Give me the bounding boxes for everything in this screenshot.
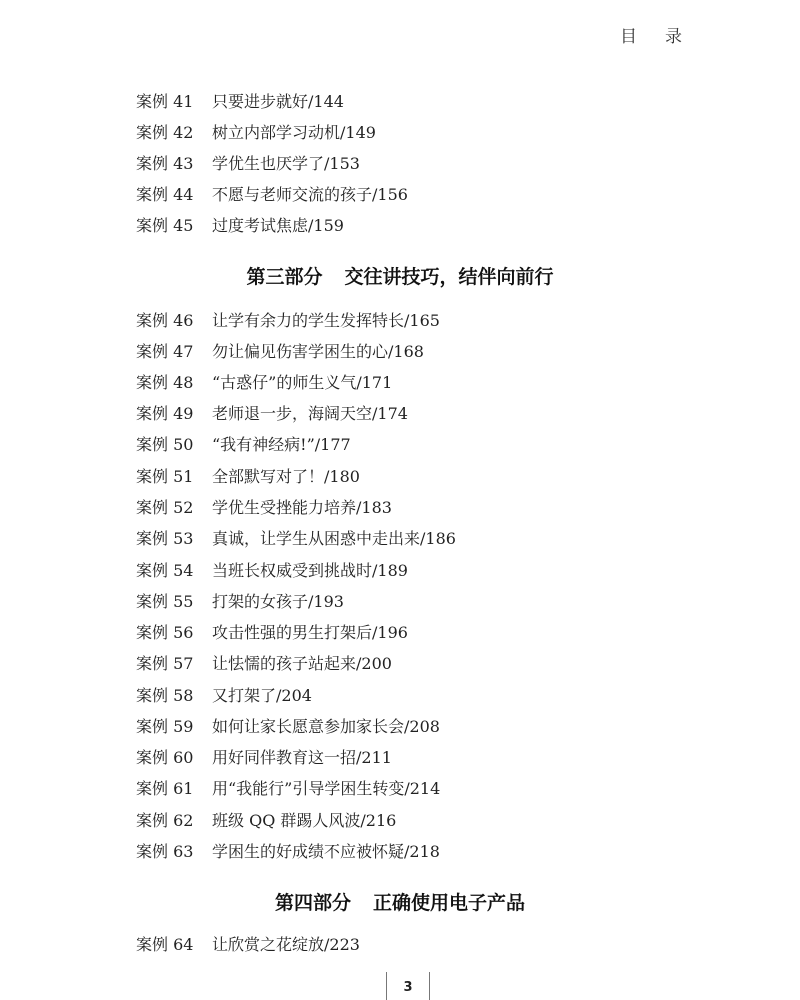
case-number: 案例 41: [136, 92, 194, 111]
case-number: 案例 57: [136, 654, 194, 673]
page-number: 3: [403, 980, 413, 995]
toc-entry[interactable]: [136, 185, 408, 205]
case-title: 又打架了/204: [212, 686, 312, 705]
case-number: 案例 49: [136, 404, 194, 423]
case-title: 攻击性强的男生打架后/196: [212, 623, 408, 642]
case-number: 案例 56: [136, 623, 194, 642]
case-title: 过度考试焦虑/159: [212, 216, 344, 235]
toc-entry[interactable]: [136, 654, 392, 674]
running-head-left: 目: [620, 27, 637, 47]
toc-entry[interactable]: [136, 717, 440, 737]
case-title: 学优生也厌学了/153: [212, 154, 360, 173]
case-number: 案例 59: [136, 717, 194, 736]
toc-entry[interactable]: [136, 842, 440, 862]
case-number: 案例 62: [136, 811, 194, 830]
part3-title: 交往讲技巧，结伴向前行: [344, 266, 554, 288]
case-number: 案例 64: [136, 935, 194, 954]
case-title: 学优生受挫能力培养/183: [212, 498, 392, 517]
toc-entry[interactable]: [136, 811, 396, 831]
toc-entry[interactable]: [136, 154, 360, 174]
case-number: 案例 53: [136, 529, 194, 548]
case-number: 案例 50: [136, 435, 194, 454]
part3-label: 第三部分: [246, 266, 323, 288]
case-title: 学困生的好成绩不应被怀疑/218: [212, 842, 440, 861]
case-title: 用“我能行”引导学困生转变/214: [212, 779, 441, 798]
toc-entry[interactable]: [136, 779, 440, 799]
toc-entry[interactable]: [136, 92, 344, 112]
case-title: 老师退一步，海阔天空/174: [212, 404, 408, 423]
part3-heading: [0, 262, 800, 289]
toc-entry[interactable]: [136, 498, 392, 518]
case-title: 树立内部学习动机/149: [212, 123, 376, 142]
case-number: 案例 63: [136, 842, 194, 861]
case-title: 打架的女孩子/193: [212, 592, 344, 611]
toc-entry[interactable]: [136, 123, 376, 143]
case-title: “古惑仔”的师生义气/171: [212, 373, 393, 392]
case-number: 案例 48: [136, 373, 194, 392]
toc-entry[interactable]: [136, 404, 408, 424]
case-number: 案例 47: [136, 342, 194, 361]
toc-entry[interactable]: [136, 935, 360, 955]
case-title: 让欣赏之花绽放/223: [212, 935, 360, 954]
case-number: 案例 55: [136, 592, 194, 611]
case-title: “我有神经病!”/177: [212, 435, 351, 454]
case-number: 案例 51: [136, 467, 194, 486]
toc-entry[interactable]: [136, 467, 360, 487]
running-head: [620, 22, 682, 47]
case-title: 班级 QQ 群踢人风波/216: [212, 811, 397, 830]
toc-entry[interactable]: [136, 216, 344, 236]
toc-entry[interactable]: [136, 435, 351, 455]
toc-entry[interactable]: [136, 373, 392, 393]
running-head-right: 录: [665, 27, 682, 47]
case-title: 不愿与老师交流的孩子/156: [212, 185, 408, 204]
case-title: 真诚，让学生从困惑中走出来/186: [212, 529, 456, 548]
case-title: 只要进步就好/144: [212, 92, 344, 111]
case-number: 案例 45: [136, 216, 194, 235]
case-number: 案例 44: [136, 185, 194, 204]
toc-entry[interactable]: [136, 592, 344, 612]
case-title: 当班长权威受到挑战时/189: [212, 561, 408, 580]
case-number: 案例 52: [136, 498, 194, 517]
toc-entry[interactable]: [136, 686, 312, 706]
toc-entry[interactable]: [136, 311, 440, 331]
case-number: 案例 60: [136, 748, 194, 767]
toc-entry[interactable]: [136, 623, 408, 643]
case-title: 用好同伴教育这一招/211: [212, 748, 392, 767]
case-number: 案例 58: [136, 686, 194, 705]
case-title: 如何让家长愿意参加家长会/208: [212, 717, 440, 736]
case-number: 案例 46: [136, 311, 194, 330]
part4-label: 第四部分: [274, 892, 351, 914]
case-number: 案例 42: [136, 123, 194, 142]
case-number: 案例 43: [136, 154, 194, 173]
case-title: 勿让偏见伤害学困生的心/168: [212, 342, 424, 361]
toc-entry[interactable]: [136, 342, 424, 362]
part4-title: 正确使用电子产品: [373, 892, 526, 914]
case-number: 案例 61: [136, 779, 194, 798]
part4-heading: [0, 888, 800, 915]
case-number: 案例 54: [136, 561, 194, 580]
case-title: 全部默写对了！/180: [212, 467, 360, 486]
toc-entry[interactable]: [136, 529, 456, 549]
toc-entry[interactable]: [136, 561, 408, 581]
case-title: 让学有余力的学生发挥特长/165: [212, 311, 440, 330]
case-title: 让怯懦的孩子站起来/200: [212, 654, 392, 673]
toc-entry[interactable]: [136, 748, 392, 768]
